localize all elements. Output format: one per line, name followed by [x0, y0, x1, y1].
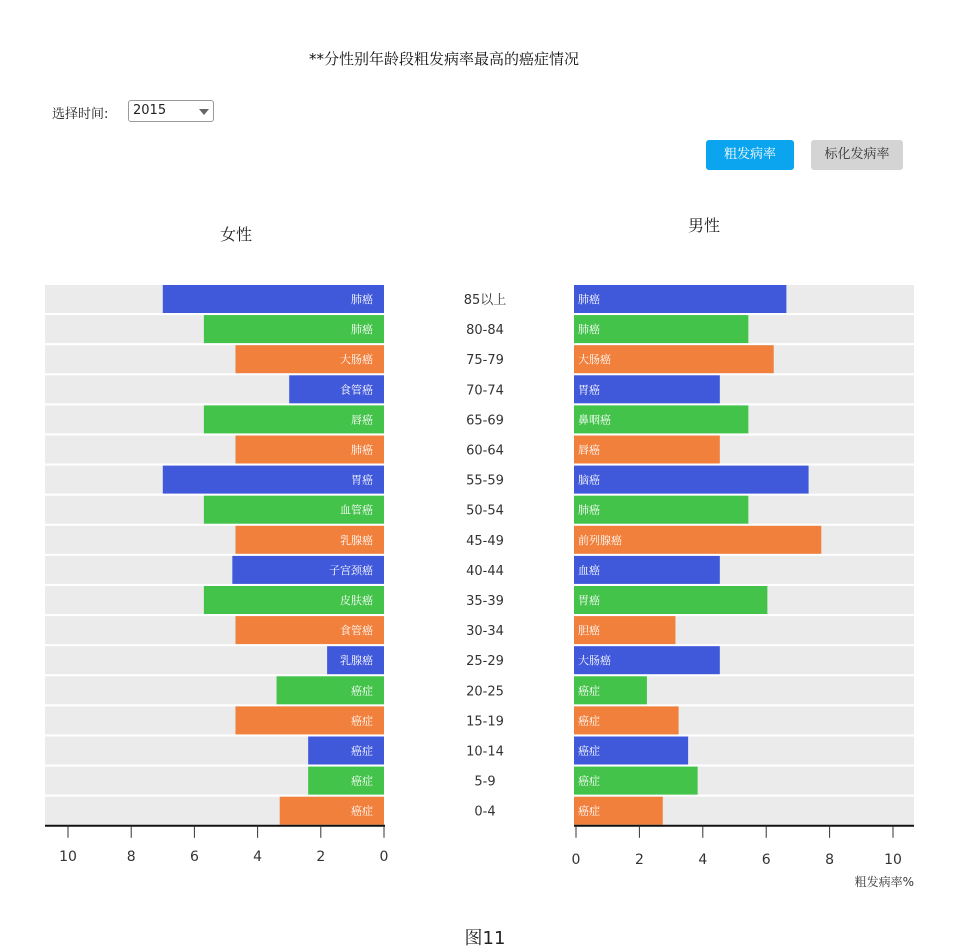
female-bar-label: 食管癌 — [340, 383, 373, 397]
time-select-label: 选择时间: — [52, 107, 109, 122]
male-x-tick-label: 6 — [761, 851, 771, 868]
age-group-label: 55-59 — [466, 473, 504, 489]
female-bar-label: 胃癌 — [351, 473, 373, 487]
female-bar-label: 肺癌 — [351, 443, 373, 457]
female-panel-title: 女性 — [219, 225, 253, 244]
male-x-axis-title: 粗发病率% — [854, 874, 914, 889]
age-group-label: 25-29 — [466, 654, 504, 670]
female-bar-label: 乳腺癌 — [340, 654, 373, 668]
male-bar-label: 癌症 — [578, 744, 600, 758]
male-bar-label: 胃癌 — [578, 383, 600, 397]
female-bar-label: 食管癌 — [340, 624, 373, 638]
male-bar-label: 癌症 — [578, 684, 600, 698]
female-bar-label: 肺癌 — [351, 293, 373, 306]
age-group-label: 40-44 — [466, 563, 504, 579]
female-x-tick-label: 2 — [316, 848, 326, 865]
crude-rate-button[interactable]: 粗发病率 — [706, 140, 794, 170]
female-x-tick-label: 4 — [253, 848, 263, 865]
age-group-label: 20-25 — [466, 684, 504, 700]
age-group-label: 50-54 — [466, 503, 504, 519]
figure-caption: 图11 — [464, 928, 506, 949]
male-x-tick-label: 4 — [698, 851, 708, 868]
male-bar-label: 脑癌 — [578, 473, 600, 487]
standardized-rate-button[interactable]: 标化发病率 — [811, 140, 903, 170]
male-bar — [574, 586, 767, 614]
male-bar-label: 大肠癌 — [578, 654, 611, 668]
male-bar-label: 肺癌 — [578, 323, 600, 337]
male-x-tick-label: 2 — [634, 851, 644, 868]
female-x-tick-label: 0 — [379, 848, 389, 865]
male-bar-label: 唇癌 — [578, 443, 600, 457]
age-group-label: 75-79 — [466, 353, 504, 369]
age-group-label: 45-49 — [466, 533, 504, 549]
male-x-tick-label: 8 — [825, 851, 835, 868]
age-group-label: 0-4 — [474, 804, 496, 820]
age-group-label: 5-9 — [474, 774, 496, 790]
age-group-label: 60-64 — [466, 443, 504, 459]
male-x-tick-label: 0 — [571, 851, 581, 868]
female-bar-label: 皮肤癌 — [340, 594, 373, 607]
age-group-label: 15-19 — [466, 714, 504, 730]
male-bar-label: 大肠癌 — [578, 353, 611, 367]
age-group-label: 85以上 — [463, 293, 507, 308]
age-group-label: 30-34 — [466, 624, 504, 640]
male-bar-label: 肺癌 — [578, 293, 600, 306]
male-x-tick-label: 10 — [884, 851, 902, 868]
male-bar-label: 癌症 — [578, 804, 600, 818]
male-bar-label: 癌症 — [578, 774, 600, 788]
female-bar-label: 肺癌 — [351, 323, 373, 337]
year-select-value: 2015 — [133, 103, 167, 118]
female-bar-label: 癌症 — [351, 774, 373, 788]
female-bar-label: 血管癌 — [340, 503, 373, 517]
male-bar-label: 血癌 — [578, 563, 600, 577]
female-bar-label: 癌症 — [351, 684, 373, 698]
age-group-label: 80-84 — [466, 323, 504, 339]
female-bar-label: 癌症 — [351, 714, 373, 728]
male-bar-label: 癌症 — [578, 714, 600, 728]
age-group-label: 70-74 — [466, 383, 504, 399]
female-x-tick-label: 6 — [189, 848, 199, 865]
male-bar-label: 胃癌 — [578, 594, 600, 607]
female-bar-label: 癌症 — [351, 744, 373, 758]
female-x-tick-label: 10 — [59, 848, 77, 865]
male-bar — [574, 315, 748, 343]
male-bar — [574, 496, 748, 524]
female-bar-label: 子宫颈癌 — [329, 563, 373, 577]
male-bar-label: 肺癌 — [578, 503, 600, 517]
female-bar-label: 大肠癌 — [340, 353, 373, 367]
female-bar-label: 乳腺癌 — [340, 533, 373, 547]
female-bar-label: 癌症 — [351, 804, 373, 818]
age-group-label: 65-69 — [466, 413, 504, 429]
male-bar — [574, 285, 786, 313]
male-bar-label: 鼻咽癌 — [578, 413, 611, 427]
male-bar-label: 前列腺癌 — [578, 533, 622, 547]
page-title: **分性别年龄段粗发病率最高的癌症情况 — [308, 50, 579, 68]
male-panel-title: 男性 — [687, 216, 721, 235]
female-x-tick-label: 8 — [126, 848, 136, 865]
male-bar — [574, 466, 809, 494]
age-group-label: 10-14 — [466, 744, 504, 760]
age-group-label: 35-39 — [466, 594, 504, 609]
male-bar-label: 胆癌 — [578, 624, 600, 638]
female-bar-label: 唇癌 — [351, 413, 373, 427]
